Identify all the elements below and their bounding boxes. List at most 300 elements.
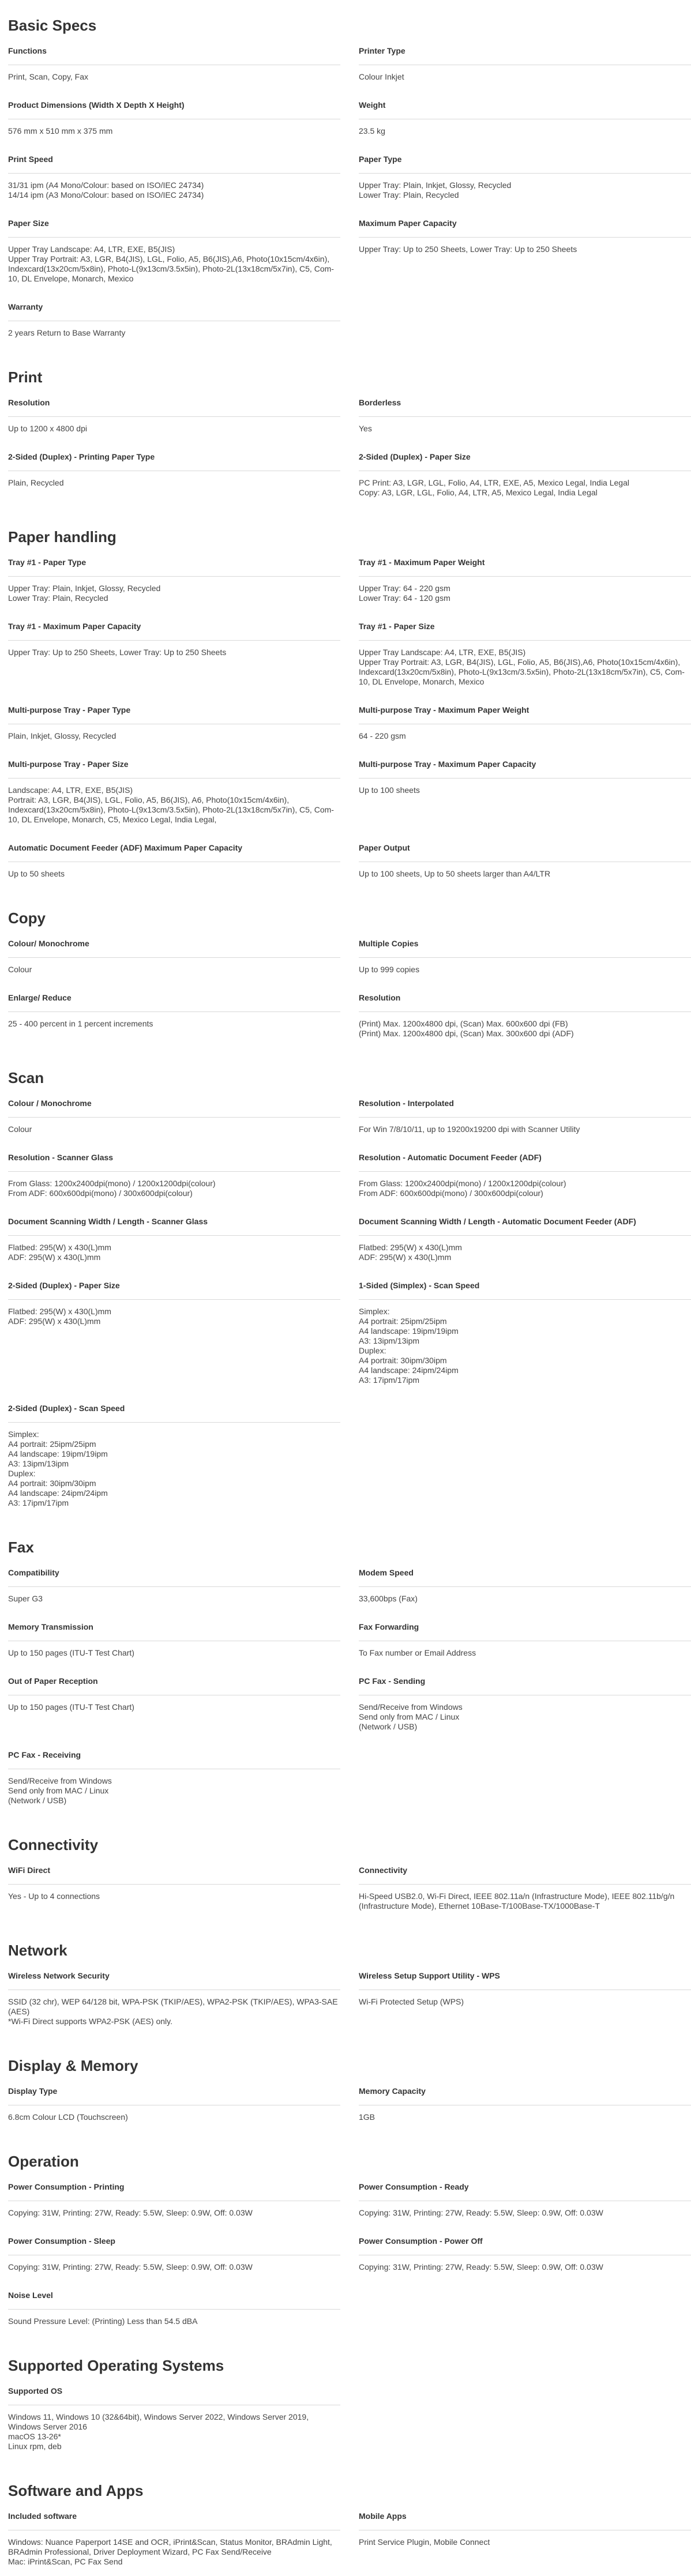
spec-grid: [8, 2385, 675, 2461]
spec-value-line: Up to 999 copies: [359, 965, 420, 974]
spec-label: Multi-purpose Tray - Paper Type: [8, 704, 340, 724]
spec-label: Document Scanning Width / Length - Automatic Document Feeder (ADF): [359, 1216, 691, 1236]
spec-label: Memory Transmission: [8, 1621, 340, 1641]
spec-item: [8, 938, 340, 984]
spec-grid: [8, 1864, 675, 1920]
spec-value-line: For Win 7/8/10/11, up to 19200x19200 dpi with Scanner Utility: [359, 1125, 580, 1134]
spec-label: Weight: [359, 99, 691, 119]
spec-item: [8, 704, 340, 750]
spec-value: [8, 779, 340, 834]
spec-label: Borderless: [359, 397, 691, 417]
spec-value-line: Upper Tray Landscape: A4, LTR, EXE, B5(JIS): [359, 648, 526, 657]
spec-item: [359, 1864, 691, 1920]
spec-value-line: 6.8cm Colour LCD (Touchscreen): [8, 2112, 128, 2122]
spec-label: Compatibility: [8, 1567, 340, 1587]
spec-value: [359, 2201, 691, 2227]
spec-value-line: ADF: 295(W) x 430(L)mm: [359, 1253, 452, 1262]
spec-value-line: (Network / USB): [359, 1722, 418, 1731]
spec-item: [8, 1864, 340, 1920]
spec-item: [8, 2510, 340, 2576]
spec-value-line: Portrait: A3, LGR, B4(JIS), LGL, Folio, A5, B6(JIS), A6, Photo(10x15cm/4x6in), Indexcard(13x20cm/5x8in), Photo-L(9x13cm/3.5x5in), Photo-2L(13x18cm/5x7in), C5, Com-10, DL Envelope, Monarch, C5, Mexico Legal, India Legal,: [8, 795, 334, 824]
spec-grid: [8, 45, 675, 347]
section-title: Operation: [8, 2153, 79, 2170]
spec-value: [8, 958, 340, 984]
spec-value-line: A4 portrait: 30ipm/30ipm: [359, 1356, 447, 1365]
spec-value-line: 576 mm x 510 mm x 375 mm: [8, 126, 113, 136]
spec-value-line: (Network / USB): [8, 1796, 67, 1805]
spec-value-line: Mac: iPrint&Scan, PC Fax Send: [8, 2557, 123, 2566]
spec-value-line: To Fax number or Email Address: [359, 1648, 476, 1657]
spec-value-line: Plain, Recycled: [8, 478, 64, 487]
section-title: Basic Specs: [8, 17, 97, 34]
spec-label: Multi-purpose Tray - Paper Size: [8, 758, 340, 779]
spec-value-line: From ADF: 600x600dpi(mono) / 300x600dpi(colour): [359, 1189, 543, 1198]
spec-value-line: Simplex:: [359, 1307, 390, 1316]
spec-value: [359, 1236, 691, 1272]
spec-value-line: Up to 100 sheets, Up to 50 sheets larger than A4/LTR: [359, 869, 551, 878]
spec-item: [359, 1280, 691, 1394]
spec-value-line: ADF: 295(W) x 430(L)mm: [8, 1317, 101, 1326]
section-title: Scan: [8, 1069, 44, 1086]
spec-label: PC Fax - Receiving: [8, 1749, 340, 1769]
spec-value: [8, 321, 340, 347]
spec-item: [359, 2235, 691, 2281]
section-copy: [8, 909, 675, 1048]
spec-label: Noise Level: [8, 2289, 340, 2310]
spec-label: 1-Sided (Simplex) - Scan Speed: [359, 1280, 691, 1300]
spec-item: [359, 992, 691, 1048]
spec-value-line: Send/Receive from Windows: [359, 1702, 463, 1712]
spec-label: Warranty: [8, 301, 340, 321]
spec-value-line: Flatbed: 295(W) x 430(L)mm: [8, 1243, 111, 1252]
spec-value: [359, 1118, 691, 1144]
spec-value: [8, 2310, 340, 2336]
section-basic-specs: [8, 16, 675, 347]
spec-value-line: 33,600bps (Fax): [359, 1594, 418, 1603]
spec-value-line: Up to 100 sheets: [359, 785, 420, 795]
spec-value-line: *Wi-Fi Direct supports WPA2-PSK (AES) only.: [8, 2017, 172, 2026]
spec-item: [359, 1152, 691, 1208]
spec-value-line: From ADF: 600x600dpi(mono) / 300x600dpi(colour): [8, 1189, 193, 1198]
spec-item: [8, 2289, 340, 2336]
spec-value: [359, 2255, 691, 2281]
spec-value: [359, 119, 691, 145]
spec-label: Product Dimensions (Width X Depth X Height): [8, 99, 340, 119]
spec-item: [8, 217, 340, 293]
spec-label: Mobile Apps: [359, 2510, 691, 2530]
spec-item: [359, 153, 691, 209]
section-fax: [8, 1538, 675, 1815]
spec-item: [8, 1621, 340, 1667]
section-supported-operating-systems: [8, 2356, 675, 2461]
spec-value: [359, 724, 691, 750]
spec-value-line: Copying: 31W, Printing: 27W, Ready: 5.5W, Sleep: 0.9W, Off: 0.03W: [8, 2208, 253, 2217]
spec-label: Tray #1 - Maximum Paper Weight: [359, 556, 691, 577]
spec-item: [359, 1216, 691, 1272]
spec-value: [8, 1423, 340, 1517]
spec-label: Tray #1 - Paper Type: [8, 556, 340, 577]
spec-value-line: A4 landscape: 24ipm/24ipm: [8, 1488, 108, 1498]
spec-value: [8, 1172, 340, 1208]
spec-value-line: SSID (32 chr), WEP 64/128 bit, WPA-PSK (TKIP/AES), WPA2-PSK (TKIP/AES), WPA3-SAE (AES): [8, 1997, 338, 2016]
section-title: Display & Memory: [8, 2057, 138, 2074]
spec-item: [8, 556, 340, 612]
spec-value-line: From Glass: 1200x2400dpi(mono) / 1200x1200dpi(colour): [8, 1179, 216, 1188]
spec-label: Out of Paper Reception: [8, 1675, 340, 1695]
spec-value: [359, 577, 691, 612]
spec-item: [359, 217, 691, 293]
spec-value-line: From Glass: 1200x2400dpi(mono) / 1200x1200dpi(colour): [359, 1179, 566, 1188]
spec-item: [8, 2181, 340, 2227]
spec-value: [8, 2255, 340, 2281]
spec-value-line: Colour: [8, 1125, 32, 1134]
spec-label: Resolution: [359, 992, 691, 1012]
spec-value: [359, 958, 691, 984]
spec-value-line: Upper Tray: Plain, Inkjet, Glossy, Recycled: [8, 584, 161, 593]
spec-label: Wireless Setup Support Utility - WPS: [359, 1970, 691, 1990]
spec-grid: [8, 397, 675, 507]
spec-value: [8, 1587, 340, 1613]
spec-value: [8, 1118, 340, 1144]
section-network: [8, 1941, 675, 2036]
spec-label: Memory Capacity: [359, 2085, 691, 2105]
spec-item: [8, 1152, 340, 1208]
spec-value-line: Print Service Plugin, Mobile Connect: [359, 2537, 490, 2547]
spec-value: [8, 1769, 340, 1815]
spec-value-line: Upper Tray Landscape: A4, LTR, EXE, B5(JIS): [8, 245, 175, 254]
spec-value: [359, 417, 691, 443]
spec-item: [359, 842, 691, 888]
spec-label: Power Consumption - Sleep: [8, 2235, 340, 2255]
spec-value: [8, 1236, 340, 1272]
spec-label: Supported OS: [8, 2385, 340, 2405]
spec-value: [359, 2530, 691, 2556]
spec-item: [8, 1097, 340, 1144]
spec-value: [359, 1012, 691, 1048]
section-title: Supported Operating Systems: [8, 2357, 224, 2374]
spec-label: Enlarge/ Reduce: [8, 992, 340, 1012]
spec-item: [8, 1216, 340, 1272]
spec-label: Resolution: [8, 397, 340, 417]
spec-value-line: A4 portrait: 30ipm/30ipm: [8, 1479, 96, 1488]
spec-value: [8, 1300, 340, 1336]
spec-item: [359, 2181, 691, 2227]
spec-value: [8, 724, 340, 750]
spec-item: [359, 758, 691, 834]
spec-item: [8, 1280, 340, 1394]
spec-item: [8, 842, 340, 888]
section-title: Connectivity: [8, 1836, 99, 1853]
spec-value: [359, 1587, 691, 1613]
spec-item: [359, 2085, 691, 2131]
spec-label: Document Scanning Width / Length - Scanner Glass: [8, 1216, 340, 1236]
spec-grid: [8, 2510, 675, 2576]
spec-value-line: Copying: 31W, Printing: 27W, Ready: 5.5W, Sleep: 0.9W, Off: 0.03W: [359, 2262, 603, 2272]
spec-value-line: A4 landscape: 19ipm/19ipm: [359, 1326, 459, 1336]
spec-item: [8, 451, 340, 507]
spec-value-line: 23.5 kg: [359, 126, 385, 136]
spec-value-line: Upper Tray: Up to 250 Sheets, Lower Tray: Up to 250 Sheets: [8, 648, 227, 657]
spec-value-line: Lower Tray: 64 - 120 gsm: [359, 593, 450, 603]
spec-value: [359, 1641, 691, 1667]
spec-value-line: Copying: 31W, Printing: 27W, Ready: 5.5W, Sleep: 0.9W, Off: 0.03W: [359, 2208, 603, 2217]
spec-item: [8, 45, 340, 91]
spec-value-line: Upper Tray: Up to 250 Sheets, Lower Tray: Up to 250 Sheets: [359, 245, 577, 254]
spec-value: [8, 471, 340, 497]
spec-item: [359, 99, 691, 145]
spec-value: [359, 862, 691, 888]
section-print: [8, 368, 675, 507]
spec-item: [8, 99, 340, 145]
spec-value: [359, 1990, 691, 2016]
spec-label: Power Consumption - Power Off: [359, 2235, 691, 2255]
spec-item: [359, 938, 691, 984]
spec-value: [8, 174, 340, 209]
spec-value-line: Copying: 31W, Printing: 27W, Ready: 5.5W, Sleep: 0.9W, Off: 0.03W: [8, 2262, 253, 2272]
spec-label: Functions: [8, 45, 340, 65]
spec-item: [359, 621, 691, 696]
spec-value: [8, 2530, 340, 2576]
spec-value: [8, 641, 340, 667]
section-title: Print: [8, 368, 43, 386]
spec-item: [8, 1402, 340, 1517]
spec-value-line: (Print) Max. 1200x4800 dpi, (Scan) Max. 300x600 dpi (ADF): [359, 1029, 574, 1038]
spec-value: [8, 2201, 340, 2227]
spec-value-line: Up to 1200 x 4800 dpi: [8, 424, 87, 433]
spec-value: [8, 577, 340, 612]
spec-label: 2-Sided (Duplex) - Printing Paper Type: [8, 451, 340, 471]
spec-item: [8, 301, 340, 347]
spec-value-line: Lower Tray: Plain, Recycled: [359, 190, 459, 200]
spec-value: [359, 1695, 691, 1741]
spec-value: [8, 862, 340, 888]
spec-value: [359, 471, 691, 507]
spec-value-line: Yes: [359, 424, 372, 433]
spec-value-line: Send/Receive from Windows: [8, 1776, 112, 1785]
spec-grid: [8, 2181, 675, 2336]
spec-value-line: Up to 50 sheets: [8, 869, 65, 878]
section-title: Software and Apps: [8, 2482, 144, 2499]
spec-value: [8, 417, 340, 443]
spec-label: Multi-purpose Tray - Maximum Paper Weight: [359, 704, 691, 724]
spec-label: PC Fax - Sending: [359, 1675, 691, 1695]
section-paper-handling: [8, 528, 685, 888]
spec-value-line: A4 portrait: 25ipm/25ipm: [359, 1317, 447, 1326]
spec-value-line: macOS 13-26*: [8, 2432, 61, 2441]
spec-label: Colour/ Monochrome: [8, 938, 340, 958]
spec-value-line: A3: 13ipm/13ipm: [8, 1459, 69, 1468]
spec-label: Printer Type: [359, 45, 691, 65]
spec-value-line: Send only from MAC / Linux: [8, 1786, 109, 1795]
spec-value-line: A4 portrait: 25ipm/25ipm: [8, 1439, 96, 1449]
spec-label: Display Type: [8, 2085, 340, 2105]
spec-label: Multi-purpose Tray - Maximum Paper Capacity: [359, 758, 691, 779]
spec-label: 2-Sided (Duplex) - Scan Speed: [8, 1402, 340, 1423]
spec-value-line: Upper Tray: 64 - 220 gsm: [359, 584, 450, 593]
spec-label: Colour / Monochrome: [8, 1097, 340, 1118]
spec-label: Included software: [8, 2510, 340, 2530]
spec-value-line: Upper Tray Portrait: A3, LGR, B4(JIS), LGL, Folio, A5, B6(JIS),A6, Photo(10x15cm/4x6in), Indexcard(13x20cm/5x8in), Photo-L(9x13cm/3.5x5in), Photo-2L(13x18cm/5x7in), C5, Com-10, DL Envelope, Monarch, Mexico: [359, 657, 685, 686]
spec-item: [359, 2510, 691, 2576]
spec-value: [359, 238, 691, 264]
section-display-memory: [8, 2056, 675, 2131]
spec-value: [359, 1172, 691, 1208]
spec-label: Resolution - Scanner Glass: [8, 1152, 340, 1172]
spec-value-line: A4 landscape: 24ipm/24ipm: [359, 1366, 459, 1375]
spec-value-line: Colour: [8, 965, 32, 974]
spec-value-line: Sound Pressure Level: (Printing) Less than 54.5 dBA: [8, 2316, 198, 2326]
spec-item: [359, 1675, 691, 1741]
spec-value-line: A3: 13ipm/13ipm: [359, 1336, 420, 1345]
spec-item: [359, 1621, 691, 1667]
spec-item: [359, 397, 691, 443]
section-title: Fax: [8, 1539, 34, 1556]
spec-item: [8, 1675, 340, 1741]
spec-label: Maximum Paper Capacity: [359, 217, 691, 238]
spec-value-line: Copy: A3, LGR, LGL, Folio, A4, LTR, A5, Mexico Legal, India Legal: [359, 488, 598, 497]
spec-value-line: Flatbed: 295(W) x 430(L)mm: [359, 1243, 462, 1252]
spec-item: [8, 1970, 340, 2036]
spec-value-line: Super G3: [8, 1594, 43, 1603]
spec-value: [8, 2405, 340, 2461]
spec-value-line: Hi-Speed USB2.0, Wi-Fi Direct, IEEE 802.11a/n (Infrastructure Mode), IEEE 802.11b/g/n (Infrastructure Mode), Ethernet 10Base-T/100Base-TX/1000Base-T: [359, 1891, 675, 1911]
spec-value: [8, 1641, 340, 1667]
spec-item: [359, 45, 691, 91]
spec-value-line: Colour Inkjet: [359, 72, 404, 81]
spec-value: [8, 2105, 340, 2131]
spec-label: Multiple Copies: [359, 938, 691, 958]
spec-label: Connectivity: [359, 1864, 691, 1885]
spec-label: Resolution - Automatic Document Feeder (ADF): [359, 1152, 691, 1172]
spec-value: [359, 779, 691, 804]
spec-value-line: 1GB: [359, 2112, 375, 2122]
spec-label: Wireless Network Security: [8, 1970, 340, 1990]
spec-label: Tray #1 - Maximum Paper Capacity: [8, 621, 340, 641]
spec-item: [359, 556, 691, 612]
spec-grid: [8, 938, 675, 1048]
spec-value-line: Plain, Inkjet, Glossy, Recycled: [8, 731, 117, 740]
spec-value-line: Lower Tray: Plain, Recycled: [8, 593, 108, 603]
spec-value-line: Up to 150 pages (ITU-T Test Chart): [8, 1702, 134, 1712]
spec-item: [8, 758, 340, 834]
spec-grid: [8, 2085, 675, 2131]
spec-label: Paper Type: [359, 153, 691, 174]
section-title: Network: [8, 1942, 67, 1959]
section-software-and-apps: [8, 2481, 675, 2576]
spec-label: WiFi Direct: [8, 1864, 340, 1885]
spec-value-line: Windows: Nuance Paperport 14SE and OCR, iPrint&Scan, Status Monitor, BRAdmin Light, BRAdmin Professional, Driver Deployment Wizard, PC Fax Send/Receive: [8, 2537, 332, 2556]
spec-item: [8, 153, 340, 209]
spec-value-line: Wi-Fi Protected Setup (WPS): [359, 1997, 464, 2006]
spec-value-line: (Print) Max. 1200x4800 dpi, (Scan) Max. 600x600 dpi (FB): [359, 1019, 568, 1028]
spec-value-line: 25 - 400 percent in 1 percent increments: [8, 1019, 153, 1028]
spec-label: Modem Speed: [359, 1567, 691, 1587]
spec-label: Power Consumption - Ready: [359, 2181, 691, 2201]
spec-value-line: Flatbed: 295(W) x 430(L)mm: [8, 1307, 111, 1316]
spec-value-line: Send only from MAC / Linux: [359, 1712, 460, 1721]
spec-value-line: Duplex:: [8, 1469, 36, 1478]
spec-item: [359, 1970, 691, 2036]
spec-value: [359, 174, 691, 209]
spec-grid: [8, 556, 685, 888]
spec-value: [359, 1300, 691, 1394]
spec-grid: [8, 1097, 675, 1517]
spec-value-line: Windows 11, Windows 10 (32&64bit), Windows Server 2022, Windows Server 2019, Windows Server 2016: [8, 2412, 309, 2431]
spec-value: [359, 1885, 691, 1920]
spec-value-line: A3: 17ipm/17ipm: [359, 1375, 420, 1385]
spec-value-line: PC Print: A3, LGR, LGL, Folio, A4, LTR, EXE, A5, Mexico Legal, India Legal: [359, 478, 629, 487]
spec-item: [8, 621, 340, 696]
section-title: Paper handling: [8, 528, 117, 546]
spec-item: [359, 451, 691, 507]
section-scan: [8, 1069, 675, 1517]
spec-item: [8, 2385, 340, 2461]
section-operation: [8, 2152, 675, 2336]
spec-label: Power Consumption - Printing: [8, 2181, 340, 2201]
spec-value: [359, 65, 691, 91]
spec-value-line: 2 years Return to Base Warranty: [8, 328, 126, 337]
spec-value-line: Simplex:: [8, 1430, 39, 1439]
spec-item: [8, 397, 340, 443]
spec-value-line: A3: 17ipm/17ipm: [8, 1498, 69, 1507]
spec-label: Tray #1 - Paper Size: [359, 621, 691, 641]
spec-value: [359, 641, 691, 696]
spec-value-line: Upper Tray: Plain, Inkjet, Glossy, Recycled: [359, 180, 512, 190]
spec-value-line: Upper Tray Portrait: A3, LGR, B4(JIS), LGL, Folio, A5, B6(JIS),A6, Photo(10x15cm/4x6in), Indexcard(13x20cm/5x8in), Photo-L(9x13cm/3.5x5in), Photo-2L(13x18cm/5x7in), C5, Com-10, DL Envelope, Monarch, Mexico: [8, 254, 334, 283]
spec-item: [8, 2085, 340, 2131]
spec-label: 2-Sided (Duplex) - Paper Size: [8, 1280, 340, 1300]
spec-value-line: Up to 150 pages (ITU-T Test Chart): [8, 1648, 134, 1657]
spec-value-line: Print, Scan, Copy, Fax: [8, 72, 89, 81]
spec-grid: [8, 1970, 675, 2036]
spec-value: [8, 119, 340, 145]
section-title: Copy: [8, 909, 46, 927]
spec-item: [359, 1097, 691, 1144]
section-connectivity: [8, 1836, 675, 1920]
spec-label: Automatic Document Feeder (ADF) Maximum Paper Capacity: [8, 842, 340, 862]
spec-value-line: 64 - 220 gsm: [359, 731, 406, 740]
spec-value-line: Duplex:: [359, 1346, 386, 1355]
spec-item: [359, 1567, 691, 1613]
spec-grid: [8, 1567, 675, 1815]
spec-value-line: 31/31 ipm (A4 Mono/Colour: based on ISO/IEC 24734): [8, 180, 204, 190]
spec-value-line: Linux rpm, deb: [8, 2442, 62, 2451]
spec-item: [8, 992, 340, 1048]
spec-value: [359, 2105, 691, 2131]
spec-value: [8, 1012, 340, 1038]
spec-label: Resolution - Interpolated: [359, 1097, 691, 1118]
spec-value: [8, 1990, 340, 2036]
spec-value: [8, 238, 340, 293]
spec-value-line: 14/14 ipm (A3 Mono/Colour: based on ISO/IEC 24734): [8, 190, 204, 200]
spec-value: [8, 65, 340, 91]
spec-value: [8, 1885, 340, 1911]
spec-value: [8, 1695, 340, 1721]
spec-label: Paper Output: [359, 842, 691, 862]
spec-item: [8, 2235, 340, 2281]
spec-label: Paper Size: [8, 217, 340, 238]
spec-item: [8, 1567, 340, 1613]
spec-item: [8, 1749, 340, 1815]
spec-value-line: Yes - Up to 4 connections: [8, 1891, 100, 1901]
spec-item: [359, 704, 691, 750]
spec-value-line: ADF: 295(W) x 430(L)mm: [8, 1253, 101, 1262]
spec-label: Print Speed: [8, 153, 340, 174]
spec-value-line: Landscape: A4, LTR, EXE, B5(JIS): [8, 785, 133, 795]
spec-label: Fax Forwarding: [359, 1621, 691, 1641]
spec-label: 2-Sided (Duplex) - Paper Size: [359, 451, 691, 471]
spec-value-line: A4 landscape: 19ipm/19ipm: [8, 1449, 108, 1458]
